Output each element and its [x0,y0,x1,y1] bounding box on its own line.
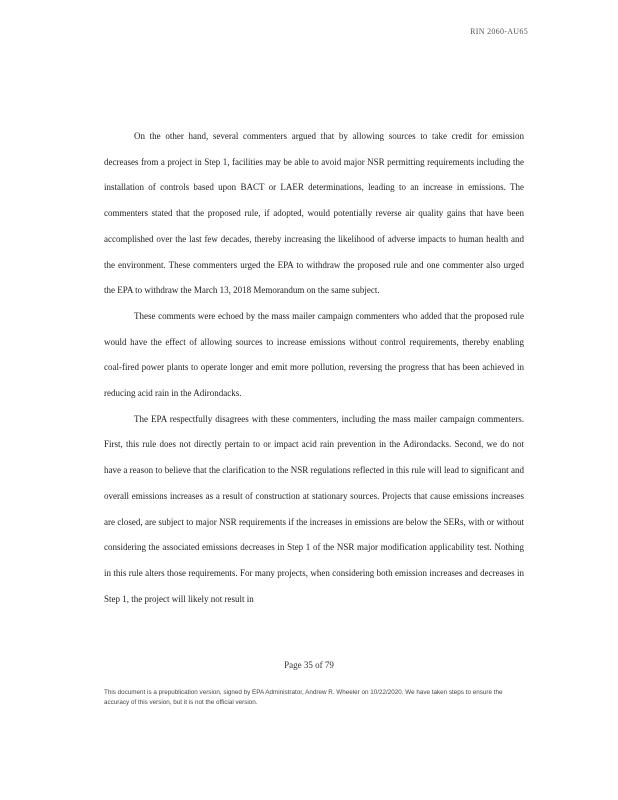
paragraph: The EPA respectfully disagrees with these commenters, including the mass mailer campaign commenters. First, this rule does not directly pertain to or impact acid rain prevention in the Adirondacks. Second, we do not have a reason to believe that the clarification to the NSR regulations reflected in this rule will lead to significant and overall emissions increases as a result of construction at stationary sources. Projects that cause emissions increases are closed, are subject to major NSR requirements if the increases in emissions are below the SERs, with or without considering the associated emissions decreases in Step 1 of the NSR major modification applicability test. Nothing in this rule alters those requirements. For many projects, when considering both emission increases and decreases in Step 1, the project will likely not result in [104,413,524,604]
page-number: Page 35 of 79 [284,660,334,670]
paragraph: On the other hand, several commenters argued that by allowing sources to take credit for emission decreases from a project in Step 1, facilities may be able to avoid major NSR permitting requirements including the installation of controls based upon BACT or LAER determinations, leading to an increase in emissions. The commenters stated that the proposed rule, if adopted, would potentially reverse air quality gains that have been accomplished over the last few decades, thereby increasing the likelihood of adverse impacts to human health and the environment. These commenters urged the EPA to withdraw the proposed rule and one commenter also urged the EPA to withdraw the March 13, 2018 Memorandum on the same subject. [104,131,524,296]
prepublication-disclaimer: This document is a prepublication version, signed by EPA Administrator, Andrew R. Wheeler on 10/22/2020. We have taken steps to ensure the accuracy of this version, but it is not the official version. [104,689,503,706]
body-text [104,124,524,612]
document-id: RIN 2060-AU65 [470,27,528,36]
paragraph: These comments were echoed by the mass mailer campaign commenters who added that the proposed rule would have the effect of allowing sources to increase emissions without control requirements, thereby enabling coal-fired power plants to operate longer and emit more pollution, reversing the progress that has been achieved in reducing acid rain in the Adirondacks. [104,310,524,399]
